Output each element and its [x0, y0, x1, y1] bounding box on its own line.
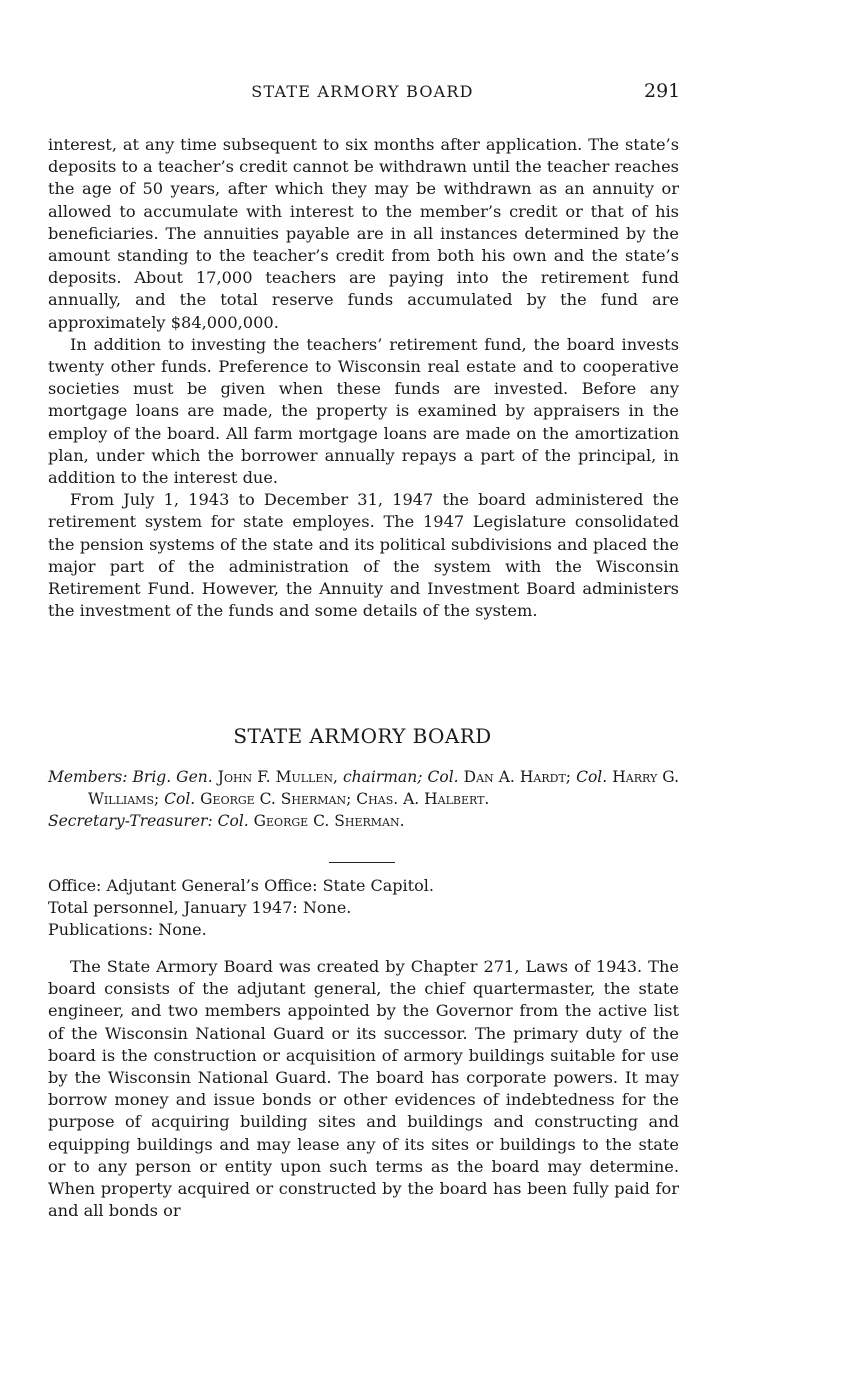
members-block: [48, 766, 679, 832]
bottom-text-block: [48, 956, 679, 1222]
member-rank: Col.: [427, 768, 459, 786]
section-title: STATE ARMORY BOARD: [233, 724, 492, 748]
paragraph-investments: In addition to investing the teachers’ retirement fund, the board invests twenty other funds. Preference to Wisconsin real estate and to cooperative societies must be given when these funds are invested. Before any mortgage loans are made, the property is examined by appraisers in the employ of the board. All farm mortgage loans are made on the amortization plan, under which the borrower annually repays a part of the principal, in addition to the interest due.: [48, 334, 679, 488]
secretary-rank: Col.: [217, 812, 249, 830]
paragraph-retirement-system: From July 1, 1943 to December 31, 1947 the board administered the retirement system for state employes. The 1947 Legislature consolidated the pension systems of the state and its political subdivisions and placed the major part of the administration of the system with the Wisconsin Retirement Fund. However, the Annuity and Investment Board administers the investment of the funds and some details of the system.: [48, 490, 679, 621]
section-divider: [329, 862, 395, 863]
member-rank: Brig. Gen.: [132, 768, 213, 786]
top-text-block: [48, 134, 679, 622]
paragraph-armory-board: The State Armory Board was created by Chapter 271, Laws of 1943. The board consists of the adjutant general, the chief quartermaster, the state engineer, and two members appointed by the Governor from the active list of the Wisconsin National Guard or its successor. The primary duty of the board is the construction or acquisition of armory buildings suitable for use by the Wisconsin National Guard. The board has corporate powers. It may borrow money and issue bonds or other evidences of indebtedness for the purpose of acquiring building sites and buildings and constructing and equipping buildings and may lease any of its sites or buildings to the state or to any person or entity upon such terms as the board may determine. When property acquired or constructed by the board has been fully paid for and all bonds or: [48, 957, 679, 1221]
office-line: Office: Adjutant General’s Office: State Capitol.: [48, 876, 434, 895]
member-rank: Col.: [164, 790, 196, 808]
members-line: [48, 766, 679, 810]
personnel-line: Total personnel, January 1947: None.: [48, 898, 352, 917]
member-rank: Col.: [576, 768, 608, 786]
page-number: 291: [644, 80, 681, 102]
secretary-label: Secretary-Treasurer:: [48, 812, 213, 830]
member-name: George C. Sherman;: [200, 790, 352, 808]
member-name: Dan A. Hardt;: [463, 768, 572, 786]
member-name: Chas. A. Halbert.: [356, 790, 490, 808]
running-header-title: STATE ARMORY BOARD: [251, 82, 474, 101]
member-role: chairman;: [343, 768, 423, 786]
members-label: Members:: [48, 768, 128, 786]
member-name: John F. Mullen,: [217, 768, 338, 786]
secretary-name: George C. Sherman.: [253, 812, 405, 830]
member-name: Harry G. Williams;: [88, 768, 680, 808]
paragraph-continued: interest, at any time subsequent to six months after application. The state’s deposits to a teacher’s credit cannot be withdrawn until the teacher reaches the age of 50 years, after which they may be withdrawn as an annuity or allowed to accumulate with interest to the member’s credit or that of his beneficiaries. The annuities payable are in all instances determined by the amount standing to the teacher’s credit from both his own and the state’s deposits. About 17,000 teachers are paying into the retirement fund annually, and the total reserve funds accumulated by the fund are approximately $84,000,000.: [48, 135, 679, 332]
office-info: [48, 875, 679, 941]
secretary-line: [48, 810, 679, 832]
publications-line: Publications: None.: [48, 920, 207, 939]
